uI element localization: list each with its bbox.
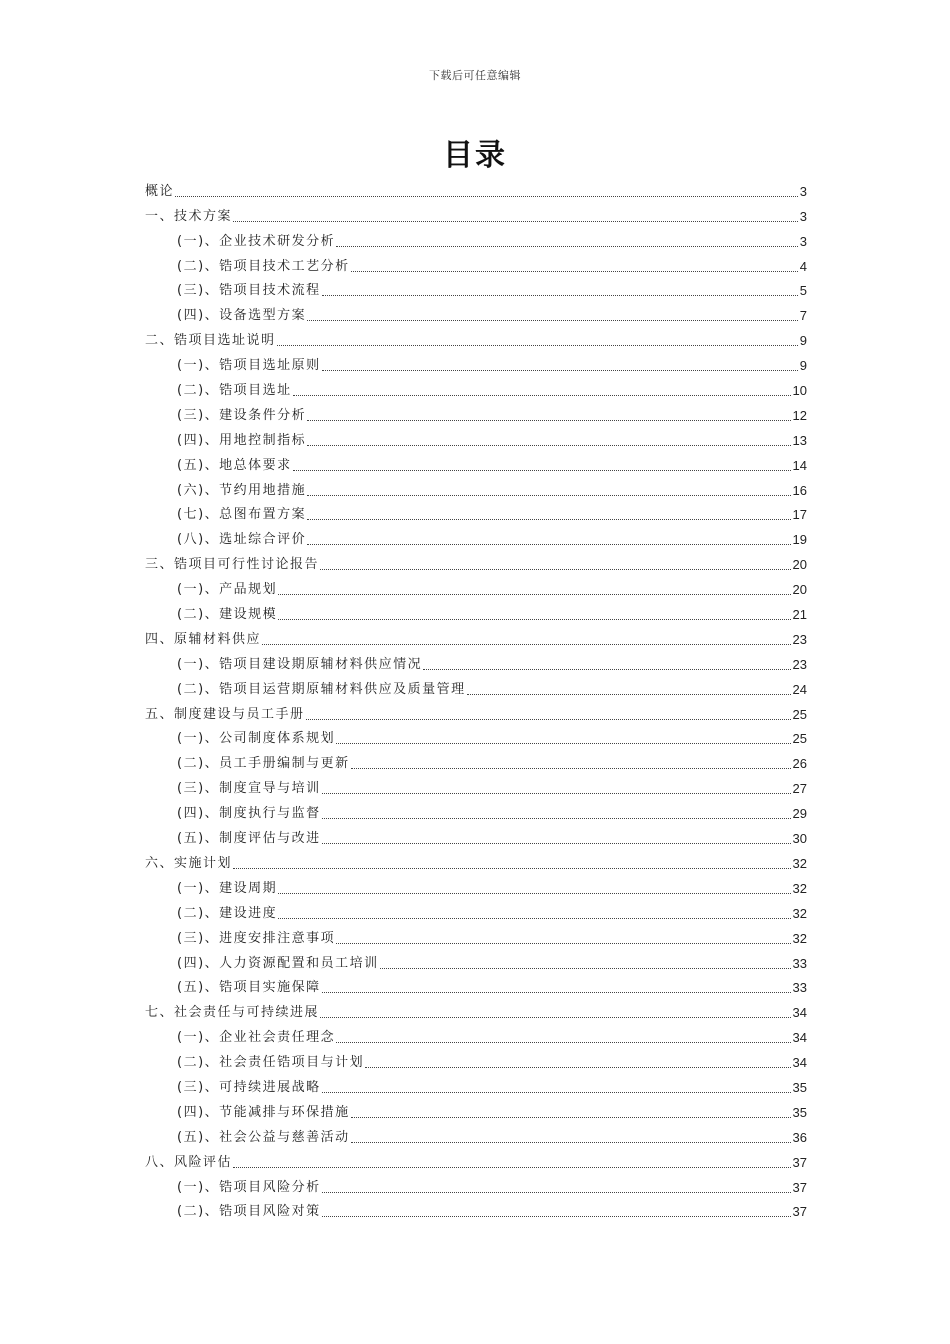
toc-entry[interactable] <box>145 499 807 524</box>
toc-entry-page: 3 <box>799 183 807 199</box>
toc-entry[interactable] <box>145 598 807 623</box>
toc-entry-label: (五)、地总体要求 <box>177 457 292 473</box>
toc-entry[interactable] <box>145 1146 807 1171</box>
toc-leader-dots <box>336 943 790 944</box>
toc-entry-label: (二)、锆项目技术工艺分析 <box>177 258 350 274</box>
toc-entry[interactable] <box>145 1121 807 1146</box>
toc-entry[interactable] <box>145 623 807 648</box>
toc-entry-label: (三)、可持续进展战略 <box>177 1079 321 1095</box>
toc-entry-label: (一)、锆项目风险分析 <box>177 1179 321 1195</box>
toc-entry-label: (二)、锆项目选址 <box>177 383 292 399</box>
toc-entry-label: (三)、建设条件分析 <box>177 407 307 423</box>
toc-entry-page: 33 <box>792 980 807 996</box>
toc-entry[interactable] <box>145 449 807 474</box>
toc-entry-label: (三)、进度安排注意事项 <box>177 930 336 946</box>
toc-leader-dots <box>307 320 798 321</box>
toc-entry[interactable] <box>145 275 807 300</box>
toc-entry-label: (五)、社会公益与慈善活动 <box>177 1129 350 1145</box>
toc-entry[interactable] <box>145 723 807 748</box>
toc-entry-page: 5 <box>799 283 807 299</box>
toc-entry-page: 32 <box>792 880 807 896</box>
toc-entry-label: (四)、用地控制指标 <box>177 432 307 448</box>
toc-leader-dots <box>233 221 798 222</box>
toc-entry[interactable] <box>145 424 807 449</box>
toc-entry-page: 20 <box>792 582 807 598</box>
toc-entry[interactable] <box>145 1046 807 1071</box>
toc-entry[interactable] <box>145 225 807 250</box>
toc-leader-dots <box>322 1216 791 1217</box>
toc-leader-dots <box>278 594 790 595</box>
toc-entry-page: 32 <box>792 855 807 871</box>
toc-leader-dots <box>262 644 791 645</box>
toc-entry[interactable] <box>145 324 807 349</box>
toc-entry-page: 16 <box>792 482 807 498</box>
toc-leader-dots <box>277 345 798 346</box>
toc-entry[interactable] <box>145 399 807 424</box>
toc-entry[interactable] <box>145 299 807 324</box>
toc-entry-page: 14 <box>792 457 807 473</box>
toc-leader-dots <box>351 1142 791 1143</box>
toc-leader-dots <box>322 793 791 794</box>
toc-entry-label: 二、锆项目选址说明 <box>145 333 276 349</box>
toc-leader-dots <box>307 495 790 496</box>
toc-leader-dots <box>336 743 790 744</box>
toc-leader-dots <box>351 768 791 769</box>
toc-leader-dots <box>278 918 790 919</box>
toc-entry[interactable] <box>145 349 807 374</box>
toc-leader-dots <box>336 246 798 247</box>
toc-entry-page: 30 <box>792 831 807 847</box>
toc-entry-page: 12 <box>792 407 807 423</box>
toc-entry-page: 33 <box>792 955 807 971</box>
toc-entry-label: 六、实施计划 <box>145 855 233 871</box>
toc-entry-label: 概论 <box>145 183 175 199</box>
toc-entry[interactable] <box>145 897 807 922</box>
toc-entry-label: (八)、选址综合评价 <box>177 532 307 548</box>
toc-entry[interactable] <box>145 374 807 399</box>
toc-entry-page: 19 <box>792 532 807 548</box>
toc-entry-page: 10 <box>792 383 807 399</box>
toc-entry-label: (一)、锆项目建设期原辅材料供应情况 <box>177 656 423 672</box>
toc-leader-dots <box>322 1192 791 1193</box>
toc-leader-dots <box>320 1017 791 1018</box>
toc-entry-page: 9 <box>799 333 807 349</box>
header-note: 下载后可任意编辑 <box>429 69 521 82</box>
toc-entry-page: 35 <box>792 1104 807 1120</box>
toc-entry-label: 七、社会责任与可持续进展 <box>145 1005 320 1021</box>
toc-leader-dots <box>307 420 790 421</box>
toc-entry[interactable] <box>145 797 807 822</box>
toc-title: 目录 <box>443 138 507 173</box>
toc-entry-page: 9 <box>799 358 807 374</box>
toc-entry-page: 20 <box>792 557 807 573</box>
toc-entry[interactable] <box>145 548 807 573</box>
toc-entry-label: (四)、人力资源配置和员工培训 <box>177 955 379 971</box>
toc-entry-page: 25 <box>792 731 807 747</box>
toc-entry[interactable] <box>145 847 807 872</box>
toc-entry[interactable] <box>145 1096 807 1121</box>
toc-entry-label: (一)、锆项目选址原则 <box>177 358 321 374</box>
toc-leader-dots <box>351 1117 791 1118</box>
toc-entry-page: 25 <box>792 706 807 722</box>
toc-entry[interactable] <box>145 1021 807 1046</box>
toc-entry-page: 7 <box>799 308 807 324</box>
toc-entry-label: (二)、锆项目风险对策 <box>177 1204 321 1220</box>
toc-entry-label: (五)、锆项目实施保障 <box>177 980 321 996</box>
toc-entry-label: (二)、员工手册编制与更新 <box>177 756 350 772</box>
toc-entry-page: 21 <box>792 607 807 623</box>
toc-entry-label: (二)、锆项目运营期原辅材料供应及质量管理 <box>177 681 466 697</box>
toc-entry-page: 23 <box>792 631 807 647</box>
toc-entry-page: 13 <box>792 432 807 448</box>
toc-entry-label: (二)、社会责任锆项目与计划 <box>177 1055 365 1071</box>
toc-entry-label: (二)、建设进度 <box>177 905 278 921</box>
toc-entry-label: (一)、企业社会责任理念 <box>177 1030 336 1046</box>
toc-entry[interactable] <box>145 1171 807 1196</box>
toc-entry[interactable] <box>145 922 807 947</box>
toc-entry-page: 36 <box>792 1129 807 1145</box>
toc-entry-page: 29 <box>792 806 807 822</box>
toc-leader-dots <box>233 1167 791 1168</box>
toc-entry-page: 37 <box>792 1154 807 1170</box>
toc-leader-dots <box>293 470 791 471</box>
toc-leader-dots <box>322 843 791 844</box>
toc-entry-label: 五、制度建设与员工手册 <box>145 706 305 722</box>
toc-entry-label: (三)、制度宣导与培训 <box>177 781 321 797</box>
toc-entry[interactable] <box>145 747 807 772</box>
toc-leader-dots <box>175 196 798 197</box>
toc-entry-label: (二)、建设规模 <box>177 607 278 623</box>
toc-entry-page: 3 <box>799 208 807 224</box>
toc-entry[interactable] <box>145 972 807 997</box>
toc-leader-dots <box>365 1067 790 1068</box>
toc-entry[interactable] <box>145 822 807 847</box>
toc-entry-page: 34 <box>792 1005 807 1021</box>
toc-entry-page: 26 <box>792 756 807 772</box>
toc-leader-dots <box>307 544 790 545</box>
toc-entry[interactable] <box>145 474 807 499</box>
toc-entry-label: (一)、建设周期 <box>177 880 278 896</box>
toc-entry[interactable] <box>145 996 807 1021</box>
toc-entry-page: 23 <box>792 656 807 672</box>
toc-leader-dots <box>322 1092 791 1093</box>
toc-leader-dots <box>233 868 791 869</box>
toc-entry-label: (一)、产品规划 <box>177 582 278 598</box>
toc-entry-page: 17 <box>792 507 807 523</box>
toc-entry[interactable] <box>145 573 807 598</box>
toc-entry-label: (四)、节能减排与环保措施 <box>177 1104 350 1120</box>
toc-leader-dots <box>322 992 791 993</box>
toc-entry[interactable] <box>145 1071 807 1096</box>
toc-entry-page: 27 <box>792 781 807 797</box>
toc-entry-label: 八、风险评估 <box>145 1154 233 1170</box>
toc-leader-dots <box>278 893 790 894</box>
toc-leader-dots <box>467 694 791 695</box>
toc-entry[interactable] <box>145 250 807 275</box>
toc-entry[interactable] <box>145 772 807 797</box>
toc-entry[interactable] <box>145 698 807 723</box>
toc-leader-dots <box>320 569 791 570</box>
toc-list <box>145 175 807 1220</box>
toc-entry-page: 32 <box>792 930 807 946</box>
toc-entry[interactable] <box>145 872 807 897</box>
toc-leader-dots <box>322 818 791 819</box>
toc-entry-label: (三)、锆项目技术流程 <box>177 283 321 299</box>
toc-entry-label: 一、技术方案 <box>145 208 233 224</box>
toc-entry-label: (五)、制度评估与改进 <box>177 831 321 847</box>
toc-leader-dots <box>322 295 798 296</box>
toc-entry[interactable] <box>145 673 807 698</box>
toc-entry-label: 三、锆项目可行性讨论报告 <box>145 557 320 573</box>
toc-entry[interactable] <box>145 175 807 200</box>
toc-leader-dots <box>307 445 790 446</box>
toc-entry[interactable] <box>145 947 807 972</box>
toc-leader-dots <box>423 669 790 670</box>
toc-entry-label: (四)、设备选型方案 <box>177 308 307 324</box>
toc-entry-label: 四、原辅材料供应 <box>145 631 262 647</box>
toc-entry-page: 3 <box>799 233 807 249</box>
toc-entry[interactable] <box>145 200 807 225</box>
toc-entry[interactable] <box>145 523 807 548</box>
toc-entry-label: (一)、公司制度体系规划 <box>177 731 336 747</box>
toc-entry-label: (六)、节约用地措施 <box>177 482 307 498</box>
toc-entry-page: 35 <box>792 1079 807 1095</box>
toc-leader-dots <box>306 719 791 720</box>
toc-leader-dots <box>322 370 798 371</box>
toc-leader-dots <box>307 519 790 520</box>
toc-leader-dots <box>351 271 798 272</box>
toc-entry-page: 37 <box>792 1179 807 1195</box>
toc-leader-dots <box>380 968 791 969</box>
toc-entry-page: 4 <box>799 258 807 274</box>
toc-leader-dots <box>336 1042 790 1043</box>
toc-entry-page: 34 <box>792 1055 807 1071</box>
toc-leader-dots <box>278 619 790 620</box>
toc-entry[interactable] <box>145 1196 807 1221</box>
toc-entry-page: 34 <box>792 1030 807 1046</box>
toc-entry-page: 32 <box>792 905 807 921</box>
toc-entry-page: 24 <box>792 681 807 697</box>
toc-entry-label: (一)、企业技术研发分析 <box>177 233 336 249</box>
toc-entry-label: (七)、总图布置方案 <box>177 507 307 523</box>
toc-entry-label: (四)、制度执行与监督 <box>177 806 321 822</box>
toc-entry[interactable] <box>145 648 807 673</box>
toc-entry-page: 37 <box>792 1204 807 1220</box>
toc-leader-dots <box>293 395 791 396</box>
